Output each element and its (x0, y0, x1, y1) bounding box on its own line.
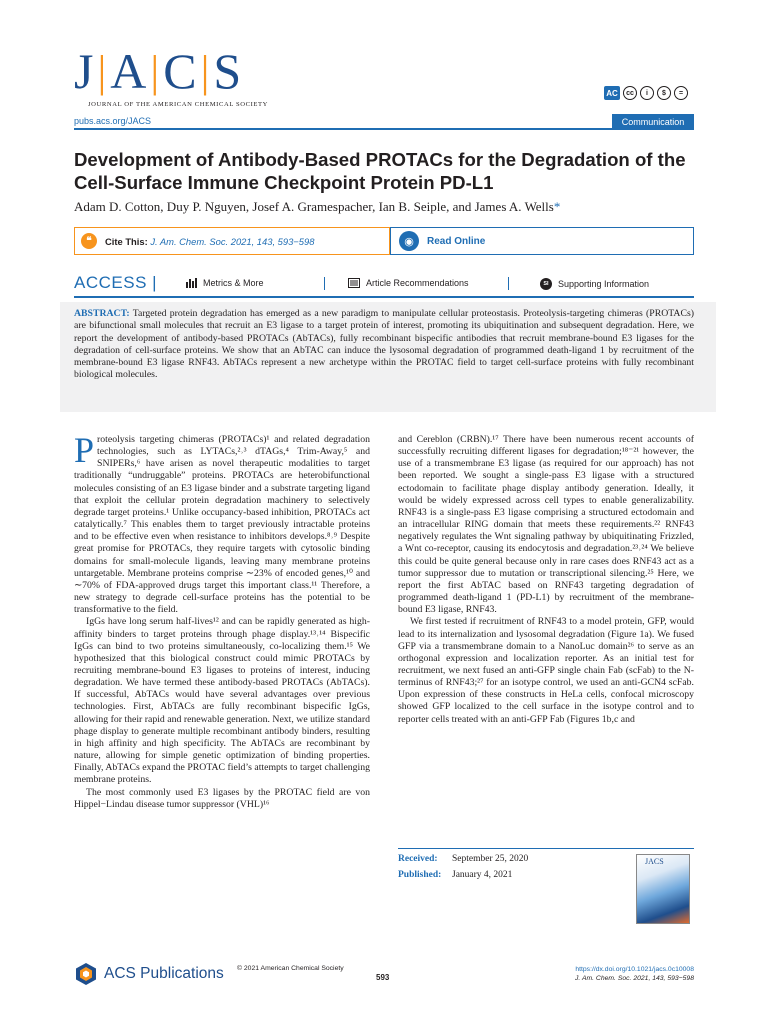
article-list-icon (348, 278, 360, 288)
access-bar: ACCESS | Metrics & More Article Recommendations SI Supporting Information (74, 273, 650, 292)
metrics-label: Metrics & More (203, 278, 264, 288)
publisher-name: ACS Publications (104, 965, 224, 982)
received-date: September 25, 2020 (452, 854, 529, 864)
quote-icon: ❝ (81, 233, 97, 249)
cover-title: JACS (645, 857, 664, 866)
cite-journal[interactable]: J. Am. Chem. Soc. (150, 235, 229, 247)
published-date: January 4, 2021 (452, 870, 513, 880)
read-online-box[interactable] (390, 227, 694, 255)
divider (324, 277, 325, 290)
article-dates (398, 851, 618, 883)
paragraph: IgGs have long serum half-lives¹² and can be rapidly generated as high-affinity binders to target proteins through phage display.¹³˒¹⁴ Bispecific IgGs can bind to two proteins simultaneously, co-localizing them.¹⁵ We hypothesized that this biological construct could mimic PROTACs by recruiting membrane-bound E3 ligases to proteins of interest, inducing degradation. We have termed these antibody-based PROTACs (AbTACs). If successful, AbTACs would have several advantages over previous technologies. First, AbTACs are fully recombinant bispecific IgGs, allowing for their rapid and renewable generation. Next, we utilize standard phage display to generate multiple recombinant antibody binders, resulting in high affinity and high specificity. The AbTACs are recombinant by nature, allowing for simple genetic optimization of binding properties. Finally, AbTACs expand the PROTAC field’s attempts to target challenging membrane proteins. (74, 616, 370, 786)
abstract (74, 308, 694, 382)
body-right-column (398, 434, 694, 726)
authors-text[interactable]: Adam D. Cotton, Duy P. Nguyen, Josef A. Gramespacher, Ian B. Seiple, and James A. Wells (74, 199, 554, 214)
drop-cap: P (74, 430, 95, 470)
acs-hexagon-icon (74, 962, 98, 986)
masthead-rule (74, 128, 694, 130)
metrics-link[interactable] (186, 278, 264, 288)
dates-rule (398, 848, 694, 849)
supporting-info-link[interactable] (540, 278, 649, 290)
abstract-label: ABSTRACT: (74, 308, 130, 319)
received-label: Received: (398, 854, 438, 864)
paragraph: and Cereblon (CRBN).¹⁷ There have been numerous recent accounts of successfully recruiting different ligases for degradation;¹⁸⁻²¹ however, the use of a transmembrane E3 ligase (as required for our approach) has not been reported. We sought a single-pass E3 ligase with a structured ectodomain to facilitate phage display antibody generation. Ideally, it would be widely expressed across cell types to enable generalizability. RNF43 is a single-pass E3 ligase comprising a structured ectodomain and an intracellular RING domain that meets these requirements.²² RNF43 negatively regulates the Wnt signaling pathway by ubiquitinating Frizzled, a Wnt co-receptor, causing its endocytosis and degradation.²³˒²⁴ We believe this could be quite general because only in rare cases does RNF43 act as a tumor suppressor due to mutation or transcriptional silencing.²⁵ Here, we report the first AbTAC based on RNF43 targeting degradation of programmed death-ligand 1 (PD-L1) by recruitment of the membrane-bound E3 ligase, RNF43. (398, 434, 694, 616)
access-label: ACCESS (74, 273, 147, 292)
cite-ref[interactable]: 2021, 143, 593−598 (230, 235, 315, 247)
doi-block (540, 965, 694, 983)
globe-icon: ◉ (399, 231, 419, 251)
body-left-column (74, 430, 370, 811)
attribution-icon: i (640, 86, 654, 100)
bar-chart-icon (186, 278, 197, 288)
paragraph: We first tested if recruitment of RNF43 to a model protein, GFP, would lead to its internalization and lysosomal degradation (Figure 1a). We fused GFP via a transmembrane domain to a NanoLuc domain²⁶ to serve as an orthogonal expression and localization reporter. As an initial test for recruitment, we next fused an anti-GFP single chain Fab (scFab) to the N-terminus of RNF43;²⁷ for an isotype control, we used an anti-GCN4 scFab. Upon expression of these constructs in HeLa cells, confocal microscopy showed GFP localized to the cell surface in the isotype control and to reporter cells treated with an anti-GFP Fab (Figures 1b,c and (398, 616, 694, 725)
cite-this-box[interactable] (74, 227, 390, 255)
read-online-link[interactable]: Read Online (427, 235, 486, 247)
paragraph: The most commonly used E3 ligases by the PROTAC field are von Hippel−Lindau disease tumor suppressor (VHL)¹⁶ (74, 786, 370, 810)
article-title: Development of Antibody-Based PROTACs for the Degradation of the Cell-Surface Immune Checkpoint Protein PD-L1 (74, 149, 686, 193)
supporting-info-icon: SI (540, 278, 552, 290)
supporting-info-label: Supporting Information (558, 279, 650, 289)
abstract-text: Targeted protein degradation has emerged as a new paradigm to manipulate cellular proteostasis. Proteolysis-targeting chimeras (PROTACs) are bifunctional small molecules that recruit an E3 ligase to a target protein of interest, promoting its ubiquitination and subsequent degradation. Here, we report the development of antibody-based PROTACs (AbTACs), fully recombinant bispecific antibodies that recruit membrane-bound E3 ligases for the degradation of cell-surface proteins. We show that an AbTAC can induce the lysosomal degradation of programmed death-ligand 1 by recruitment of the membrane-bound E3 ligase RNF43. AbTACs represent a new archetype within the PROTAC field to target cell-surface proteins with fully recombinant biological molecules. (74, 308, 695, 381)
license-icons[interactable] (604, 86, 688, 100)
paragraph: roteolysis targeting chimeras (PROTACs)¹ and related degradation technologies, such as LYTACs,²˒³ dTAGs,⁴ Trim-Away,⁵ and SNIPERs,⁶ have arisen as novel therapeutic modalities to target traditionally “undruggable” proteins. PROTACs are heterobifunctional molecules consisting of an E3 ligase binder and a substrate targeting ligand that exploit the cellular protein degradation machinery to selectively degrade target proteins.¹ Unlike occupancy-based inhibition, PROTACs act catalytically.⁷ This enables them to target previously intractable proteins and to be effective even when resistance to inhibitors develops.⁸˒⁹ Despite great promise for PROTACs, they require targets with cytosolic binding domains for small-molecule ligands, leaving many membrane proteins untargetable. Membrane proteins comprise ∼23% of encoded genes,¹⁰ and ∼70% of FDA-approved drugs target this important class.¹¹ Therefore, a new strategy to degrade cell-surface proteins has the potential to be transformative to the field. (74, 434, 370, 616)
journal-logo: J|A|C|S (74, 43, 243, 99)
page-number: 593 (376, 973, 390, 982)
recommendations-link[interactable] (348, 278, 469, 288)
doi-link[interactable]: https://dx.doi.org/10.1021/jacs.0c10008 (575, 966, 694, 973)
recommendations-label: Article Recommendations (366, 278, 469, 288)
journal-subtitle: JOURNAL OF THE AMERICAN CHEMICAL SOCIETY (88, 101, 268, 108)
copyright: © 2021 American Chemical Society (237, 965, 344, 972)
cc-icon: cc (623, 86, 637, 100)
author-list (74, 199, 694, 215)
cite-label: Cite This: (105, 235, 148, 247)
journal-cover-thumbnail[interactable] (636, 854, 690, 924)
corresponding-author-mark[interactable]: * (553, 199, 561, 214)
acs-publications-logo[interactable] (74, 962, 224, 986)
noncommercial-icon: $ (657, 86, 671, 100)
divider (508, 277, 509, 290)
author-choice-icon: AC (604, 86, 620, 100)
published-label: Published: (398, 870, 442, 880)
noderivatives-icon: = (674, 86, 688, 100)
footer-citation: J. Am. Chem. Soc. 2021, 143, 593−598 (575, 975, 694, 982)
access-rule (74, 296, 694, 298)
journal-url[interactable]: pubs.acs.org/JACS (74, 116, 152, 126)
section-badge: Communication (612, 114, 694, 129)
